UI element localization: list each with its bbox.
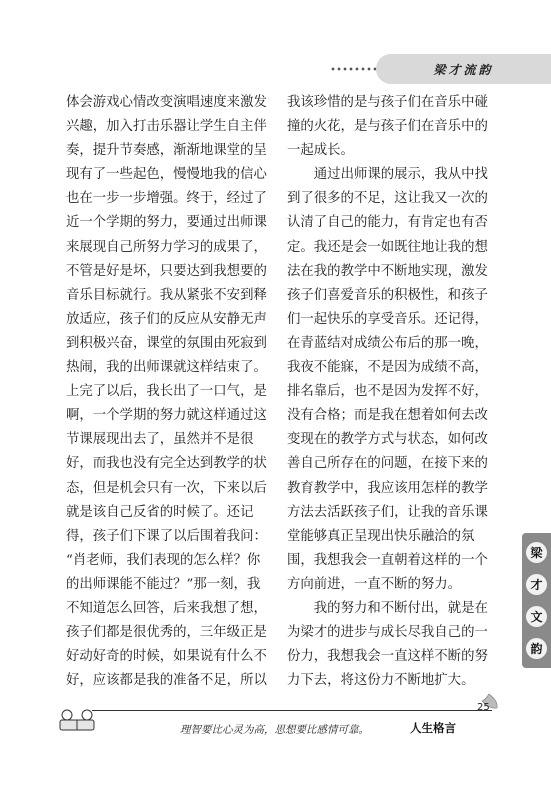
- text-line: 不知道怎么回答，后来我想了想，: [66, 600, 267, 616]
- text-line: “肖老师，我们表现的怎么样？你: [66, 552, 261, 568]
- text-line: 定。我还是会一如既往地让我的想: [287, 239, 488, 255]
- side-section-tab: [522, 533, 551, 668]
- paragraph: [287, 163, 495, 597]
- text-line: 排名靠后，也不是因为发挥不好，: [287, 384, 488, 400]
- text-line: 兴趣，加入打击乐器让学生自主伴: [66, 119, 267, 135]
- text-line: 我该珍惜的是与孩子们在音乐中碰: [287, 95, 488, 110]
- text-line: 的出师课能不能过？”那一刻，我: [66, 576, 261, 592]
- paragraph: [66, 91, 272, 693]
- text-line: 来展现自己所努力学习的成果了，: [66, 239, 267, 255]
- text-line: 态，但是机会只有一次，下来以后: [66, 480, 267, 496]
- text-line: 在青蓝结对成绩公布后的那一晚，: [287, 335, 488, 351]
- text-line: 份力，我想我会一直这样不断的努: [287, 649, 488, 665]
- section-title: 梁才流韵: [433, 62, 494, 77]
- text-line: 变现在的教学方式与状态，如何改: [287, 432, 488, 448]
- text-line: 近一个学期的努力，要通过出师课: [66, 215, 267, 231]
- text-line: 方向前进，一直不断的努力。: [287, 576, 462, 592]
- text-line: 节课展现出去了，虽然并不是很: [66, 432, 254, 448]
- text-line: 上完了以后，我长出了一口气，是: [66, 384, 267, 400]
- text-line: 力下去，将这份力不断地扩大。: [287, 673, 475, 689]
- text-line: 也在一步一步增强。终于，经过了: [66, 191, 267, 207]
- text-line: 一起成长。: [287, 143, 354, 159]
- text-line: 孩子们都是很优秀的，三年级正是: [66, 625, 267, 641]
- text-line: 方法去活跃孩子们，让我的音乐课: [287, 504, 488, 520]
- text-line: 就是该自己反省的时候了。还记: [66, 504, 254, 520]
- text-line: 现有了一些起色，慢慢地我的信心: [66, 167, 267, 183]
- text-line: 热闹，我的出师课就这样结束了。: [66, 360, 267, 376]
- text-line: 到积极兴奋，课堂的氛围由死寂到: [66, 335, 267, 351]
- page-number: 25: [477, 702, 490, 713]
- right-text-column: [287, 91, 495, 693]
- text-line: 得，孩子们下课了以后围着我问：: [66, 528, 267, 544]
- footer-label: 人生格言: [410, 721, 456, 735]
- side-tab-char: 韵: [526, 638, 547, 659]
- text-line: 到了很多的不足，这让我又一次的: [287, 191, 488, 207]
- text-line: 认清了自己的能力，有肯定也有否: [287, 215, 488, 231]
- text-line: 我夜不能寐，不是因为成绩不高，: [287, 360, 488, 376]
- text-line: 法在我的教学中不断地实现，激发: [287, 263, 488, 279]
- section-header-tab: [376, 54, 551, 84]
- text-line: 通过出师课的展示，我从中找: [313, 167, 488, 183]
- paragraph: [287, 91, 495, 163]
- left-text-column: [66, 91, 272, 693]
- text-line: 我的努力和不断付出，就是在: [313, 600, 488, 616]
- footer-divider: [92, 710, 492, 711]
- side-tab-char: 梁: [526, 542, 547, 563]
- text-line: 奏，提升节奏感，渐渐地课堂的呈: [66, 143, 267, 159]
- text-line: 教育教学中，我应该用怎样的教学: [287, 480, 488, 496]
- text-line: 们一起快乐的享受音乐。还记得，: [287, 311, 488, 327]
- text-line: 孩子们喜爱音乐的积极性，和孩子: [287, 287, 488, 303]
- text-line: 围，我想我会一直朝着这样的一个: [287, 552, 488, 568]
- text-line: 不管是好是坏，只要达到我想要的: [66, 263, 267, 279]
- side-tab-char: 才: [526, 574, 547, 595]
- text-line: 撞的火花，是与孩子们在音乐中的: [287, 119, 488, 135]
- text-line: 音乐目标就行。我从紧张不安到释: [66, 287, 267, 303]
- text-line: 体会游戏心情改变演唱速度来激发: [66, 95, 267, 110]
- text-line: 啊，一个学期的努力就这样通过这: [66, 408, 267, 424]
- text-line: 好，而我也没有完全达到教学的状: [66, 456, 267, 472]
- text-line: 没有合格；而是我在想着如何去改: [287, 408, 488, 424]
- text-line: 放适应，孩子们的反应从安静无声: [66, 311, 267, 327]
- text-line: 堂能够真正呈现出快乐融洽的氛: [287, 528, 475, 544]
- paragraph: [287, 597, 495, 693]
- side-tab-char: 文: [526, 606, 547, 627]
- text-line: 好，应该都是我的准备不足，所以: [66, 673, 267, 689]
- text-line: 善自己所存在的问题，在接下来的: [287, 456, 488, 472]
- footer-quote: 理智要比心灵为高，思想要比感情可靠。: [180, 724, 369, 736]
- text-line: 为梁才的进步与成长尽我自己的一: [287, 625, 488, 641]
- text-line: 好动好奇的时候，如果说有什么不: [66, 649, 267, 665]
